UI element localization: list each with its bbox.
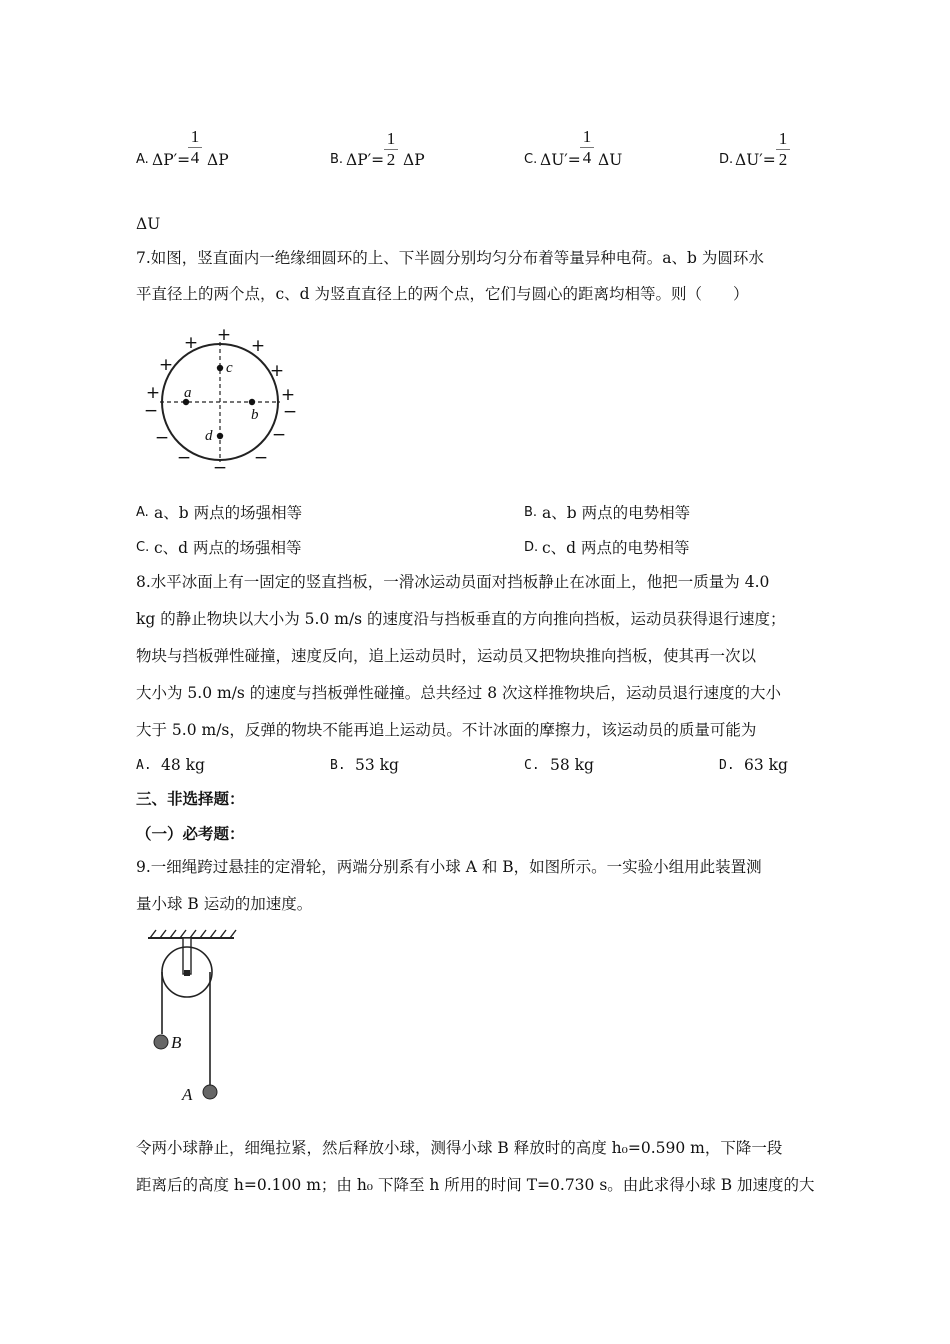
pulley-axle: [184, 970, 190, 976]
label-a: a: [184, 385, 192, 401]
q8-stem-line: 大小为 5.0 m/s 的速度与挡板弹性碰撞。总共经过 8 次这样推物块后，运动员退行速度的大小: [136, 684, 782, 702]
option-label: A.: [136, 152, 149, 167]
label-a: A: [182, 1085, 193, 1104]
q9-stem-line1: 9.一细绳跨过悬挂的定滑轮，两端分别系有小球 A 和 B，如图所示。一实验小组用此装置测: [136, 858, 762, 876]
plus-sign: +: [250, 336, 266, 356]
option-text: 53 kg: [355, 756, 399, 774]
plus-sign: +: [145, 383, 161, 403]
option-lhs: ΔU′=: [735, 151, 776, 169]
option-lhs: ΔP′=: [152, 151, 191, 169]
minus-sign: −: [176, 448, 192, 468]
option-label: A.: [136, 758, 152, 773]
option-text: 48 kg: [161, 756, 205, 774]
option-label: A.: [136, 505, 149, 520]
q9-stem-line3: 令两小球静止，细绳拉紧，然后释放小球，测得小球 B 释放时的高度 h₀=0.590 m，下降一段: [136, 1139, 783, 1157]
option-text: c、d 两点的场强相等: [154, 539, 302, 557]
q7-stem-line2: 平直径上的两个点，c、d 为竖直直径上的两个点，它们与圆心的距离均相等。则（ ）: [136, 285, 749, 303]
pulley-hanger: [183, 938, 191, 974]
q9-stem-line4: 距离后的高度 h=0.100 m；由 h₀ 下降至 h 所用的时间 T=0.730 s。由此求得小球 B 加速度的大: [136, 1176, 815, 1194]
minus-sign: −: [143, 401, 159, 421]
fraction: 1 2: [384, 130, 398, 169]
option-text: 63 kg: [744, 756, 788, 774]
plus-sign: +: [280, 385, 296, 405]
label-b: b: [251, 407, 259, 423]
option-label: B.: [330, 758, 346, 773]
option-text: a、b 两点的电势相等: [542, 504, 691, 522]
label-b: B: [171, 1033, 182, 1052]
option-rhs: ΔP: [207, 151, 229, 169]
option-label: D.: [524, 540, 539, 555]
option-label: B.: [524, 505, 538, 520]
option-label: C.: [524, 758, 540, 773]
option-text: 58 kg: [550, 756, 594, 774]
option-lhs: ΔU′=: [540, 151, 581, 169]
option-label: C.: [136, 540, 150, 555]
fraction: 1 4: [188, 128, 202, 167]
q8-stem-line: 大于 5.0 m/s，反弹的物块不能再追上运动员。不计冰面的摩擦力，该运动员的质量可能为: [136, 721, 757, 739]
plus-sign: +: [158, 355, 174, 375]
option-text: a、b 两点的场强相等: [154, 504, 303, 522]
option-rhs-wrapped: ΔU: [136, 215, 161, 233]
q9-stem-line2: 量小球 B 运动的加速度。: [136, 895, 313, 913]
q8-stem-line: 物块与挡板弹性碰撞，速度反向，追上运动员时，运动员又把物块推向挡板，使其再一次以: [136, 647, 757, 665]
minus-sign: −: [212, 458, 228, 478]
plus-sign: +: [216, 325, 232, 345]
point-b: [249, 399, 255, 405]
minus-sign: −: [154, 428, 170, 448]
section-subtitle: （一）必考题：: [136, 825, 245, 843]
option-label: C.: [524, 152, 538, 167]
q9-pulley-figure: [140, 926, 240, 1106]
q7-ring-figure: [136, 318, 306, 478]
plus-sign: +: [183, 333, 199, 353]
option-lhs: ΔP′=: [346, 151, 385, 169]
ceiling-hatch: [150, 930, 236, 938]
option-label: B.: [330, 152, 344, 167]
section-title: 三、非选择题：: [136, 790, 245, 808]
option-text: c、d 两点的电势相等: [542, 539, 690, 557]
point-d: [217, 433, 223, 439]
q7-stem-line1: 7.如图，竖直面内一绝缘细圆环的上、下半圆分别均匀分布着等量异种电荷。a、b 为圆环水: [136, 249, 764, 267]
point-c: [217, 365, 223, 371]
option-label: D.: [719, 758, 735, 773]
fraction: 1 4: [580, 128, 594, 167]
q8-stem-line: kg 的静止物块以大小为 5.0 m/s 的速度沿与挡板垂直的方向推向挡板，运动员获得退行速度；: [136, 610, 786, 628]
label-c: c: [226, 360, 233, 376]
plus-sign: +: [269, 361, 285, 381]
fraction: 1 2: [776, 130, 790, 169]
option-label: D.: [719, 152, 734, 167]
q8-stem-line: 8.水平冰面上有一固定的竖直挡板，一滑冰运动员面对挡板静止在冰面上，他把一质量为 4.0: [136, 573, 770, 591]
ball-b: [154, 1035, 168, 1049]
ball-a: [203, 1085, 217, 1099]
option-rhs: ΔP: [403, 151, 425, 169]
option-rhs: ΔU: [598, 151, 623, 169]
minus-sign: −: [253, 448, 269, 468]
minus-sign: −: [282, 402, 298, 422]
label-d: d: [205, 428, 213, 444]
minus-sign: −: [271, 425, 287, 445]
